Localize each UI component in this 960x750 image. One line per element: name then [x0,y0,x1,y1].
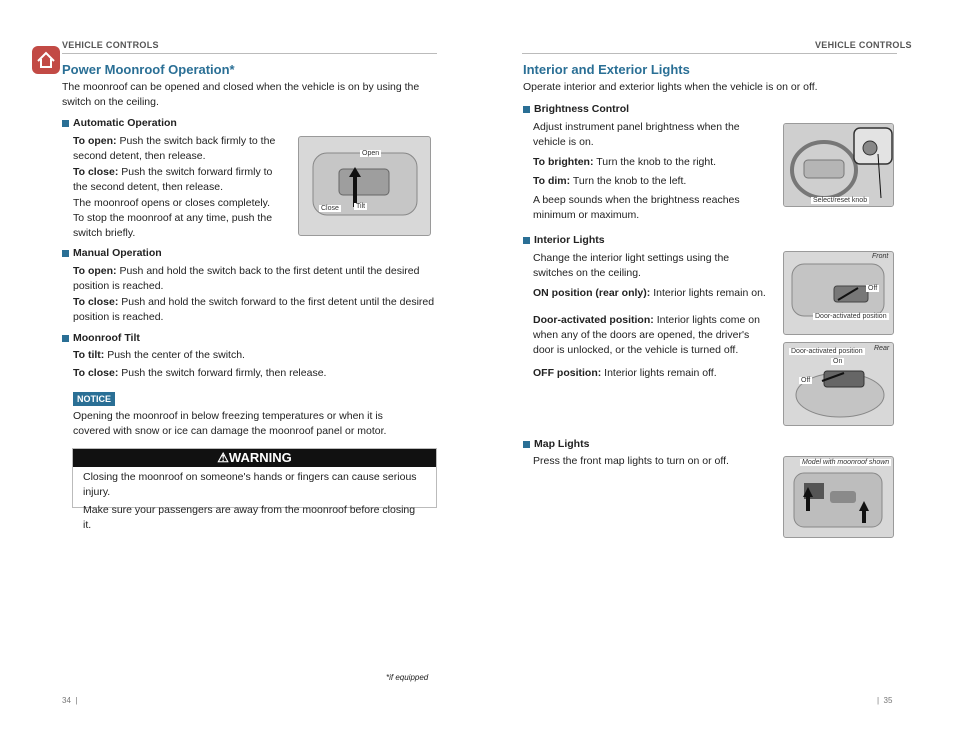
tilt-instruction: To tilt: Push the center of the switch. [73,349,245,361]
page-number-right: | 35 [877,696,893,705]
map-lights-text: Press the front map lights to turn on or off. [533,455,729,467]
rear-figure-door-activated: Door-activated position [791,348,863,355]
caption-moonroof-model: Model with moonroof shown [802,459,890,466]
caption-select-reset-knob: Select/reset knob [813,197,868,204]
map-lights-figure [783,456,894,538]
header-rule-left [62,53,437,54]
warning-box [72,448,437,531]
dim-instruction: To dim: Turn the knob to the left. [533,175,687,187]
map-lights-heading: Map Lights [523,438,589,450]
beep-note: A beep sounds when the brightness reaches minimum or maximum. [533,194,740,221]
interior-lights-heading: Interior Lights [523,234,605,246]
figure-label-tilt: Tilt [356,203,366,210]
manual-operation-heading: Manual Operation [62,247,162,259]
front-figure-off: Off [868,285,878,292]
home-icon[interactable] [32,46,60,74]
page-number-left: 34 | [62,696,78,705]
brightness-heading: Brightness Control [523,103,629,115]
page-title-left: Power Moonroof Operation* [62,62,235,77]
auto-note: The moonroof opens or closes completely. To stop the moonroof at any time, push the switch briefly. [73,197,273,239]
interior-on-position: ON position (rear only): Interior lights remain on. [533,287,766,299]
front-figure-tag: Front [872,253,889,260]
manual-open: To open: Push and hold the switch back to the first detent until the desired position is reached. [73,265,420,292]
rear-figure-tag: Rear [874,345,890,352]
rear-figure-on: On [833,358,843,365]
tilt-close-instruction: To close: Push the switch forward firmly, then release. [73,367,327,379]
bullet-square-icon [523,237,530,244]
warning-line-2: Make sure your passengers are away from the moonroof before closing it. [83,504,416,531]
bullet-square-icon [523,106,530,113]
notice-badge: NOTICE [73,392,115,406]
notice-text: Opening the moonroof in below freezing temperatures or when it is covered with snow or ice can damage the moonroof panel or motor. [73,410,387,437]
auto-close: To close: Push the switch forward firmly to the second detent, then release. [73,166,273,193]
header-rule-right [522,53,897,54]
figure-label-close: Close [321,205,339,212]
moonroof-tilt-heading: Moonroof Tilt [62,332,140,344]
figure-label-open: Open [362,150,380,157]
intro-left: The moonroof can be opened and closed when the vehicle is on by using the switch on the ceiling. [62,81,420,108]
warning-triangle-icon: ⚠ [217,450,229,465]
bullet-square-icon [62,335,69,342]
intro-right: Operate interior and exterior lights when the vehicle is on or off. [523,81,818,93]
bullet-square-icon [523,441,530,448]
dashboard-figure [783,123,894,207]
section-label-right: VEHICLE CONTROLS [815,40,912,50]
brightness-text: Adjust instrument panel brightness when the vehicle is on. [533,121,740,148]
brighten-instruction: To brighten: Turn the knob to the right. [533,156,717,168]
warning-header: ⚠WARNING [73,449,436,467]
auto-operation-heading: Automatic Operation [62,117,177,129]
bullet-square-icon [62,120,69,127]
bullet-square-icon [62,250,69,257]
page-title-right: Interior and Exterior Lights [523,62,690,77]
auto-open: To open: Push the switch back firmly to the second detent, then release. [73,135,276,162]
front-figure-door-activated: Door-activated position [815,313,887,320]
interior-text: Change the interior light settings using the switches on the ceiling. [533,252,730,279]
manual-close: To close: Push and hold the switch forward to the first detent until the desired position is reached. [73,296,435,323]
warning-line-1: Closing the moonroof on someone's hands or fingers can cause serious injury. [83,471,417,498]
interior-door-position: Door-activated position: Interior lights come on when any of the doors are opened, the driver's door is unlocked, or the vehicle is turned off. [533,314,760,356]
footnote: *if equipped [386,673,429,682]
interior-off-position: OFF position: Interior lights remain off. [533,367,717,379]
section-label-left: VEHICLE CONTROLS [62,40,159,50]
front-interior-light-figure [783,251,894,335]
rear-figure-off: Off [801,377,811,384]
